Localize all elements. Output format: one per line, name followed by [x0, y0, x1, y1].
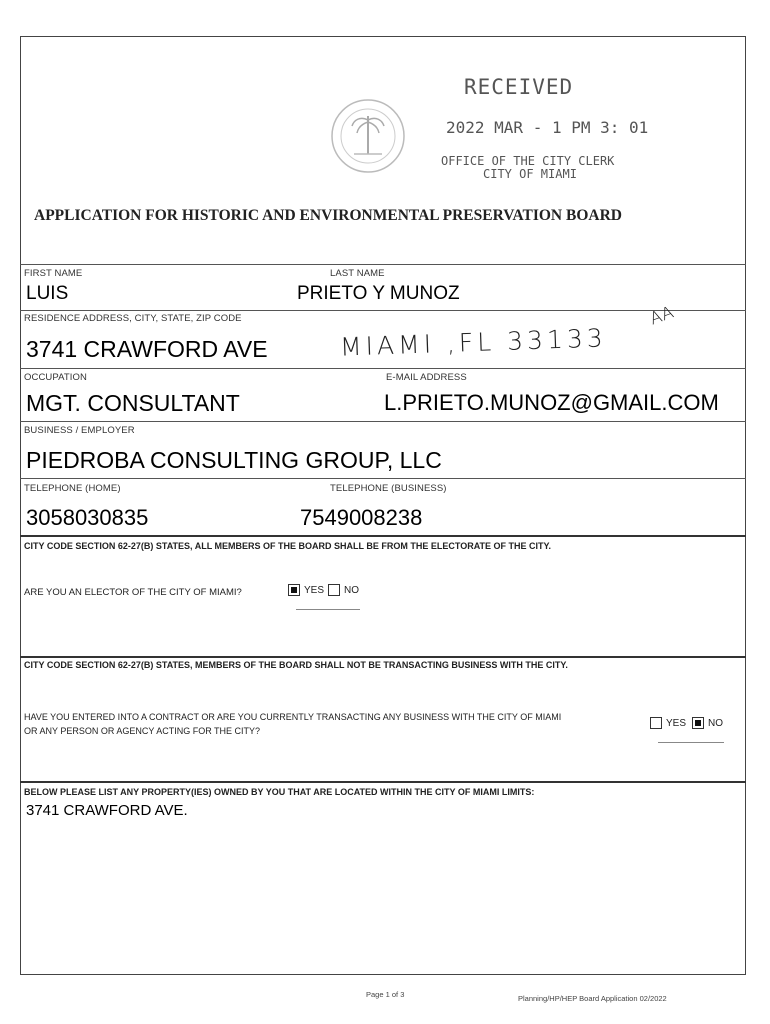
first-name-label: FIRST NAME — [24, 268, 83, 279]
stamp-office-line1: OFFICE OF THE CITY CLERK — [441, 154, 615, 168]
phone-home-value[interactable]: 3058030835 — [26, 505, 149, 530]
business-no-option[interactable] — [692, 717, 723, 729]
initials-handwritten: AA — [647, 302, 677, 330]
received-datetime: 2022 MAR - 1 PM 3: 01 — [446, 118, 649, 137]
phone-business-value[interactable]: 7549008238 — [300, 505, 423, 530]
last-name-label: LAST NAME — [330, 268, 385, 279]
stamp-office-line2: CITY OF MIAMI — [483, 167, 577, 181]
signature-line — [296, 609, 360, 610]
employer-label: BUSINESS / EMPLOYER — [24, 425, 135, 436]
business-yes-checkbox[interactable] — [650, 717, 662, 729]
business-no-checkbox[interactable] — [692, 717, 704, 729]
form-id: Planning/HP/HEP Board Application 02/2022 — [518, 994, 667, 1003]
phone-home-label: TELEPHONE (HOME) — [24, 483, 121, 494]
employer-value[interactable]: PIEDROBA CONSULTING GROUP, LLC — [26, 447, 442, 473]
section2-question-line1: HAVE YOU ENTERED INTO A CONTRACT OR ARE YOU CURRENTLY TRANSACTING ANY BUSINESS WITH THE CITY OF MIAMI — [24, 712, 562, 722]
city-seal-icon — [330, 98, 406, 174]
section1-heading: CITY CODE SECTION 62-27(B) STATES, ALL MEMBERS OF THE BOARD SHALL BE FROM THE ELECTORATE OF THE CITY. — [24, 541, 552, 551]
received-stamp: RECEIVED — [464, 75, 574, 99]
last-name-value[interactable]: PRIETO Y MUNOZ — [297, 283, 460, 304]
section3-heading: BELOW PLEASE LIST ANY PROPERTY(IES) OWNED BY YOU THAT ARE LOCATED WITHIN THE CITY OF MIAMI LIMITS: — [24, 787, 535, 797]
elector-yes-label: YES — [304, 584, 325, 596]
elector-yes-option[interactable] — [288, 584, 324, 596]
residence-value[interactable]: 3741 CRAWFORD AVE — [26, 336, 268, 362]
divider — [20, 421, 746, 422]
signature-line — [658, 742, 724, 743]
divider — [20, 781, 746, 783]
section1-question: ARE YOU AN ELECTOR OF THE CITY OF MIAMI? — [24, 587, 242, 598]
divider — [20, 264, 746, 265]
section2-question-line2: OR ANY PERSON OR AGENCY ACTING FOR THE CITY? — [24, 726, 261, 736]
business-yes-option[interactable] — [650, 717, 686, 729]
email-value[interactable]: L.PRIETO.MUNOZ@GMAIL.COM — [384, 390, 719, 415]
elector-no-label: NO — [344, 584, 359, 596]
divider — [20, 656, 746, 658]
phone-business-label: TELEPHONE (BUSINESS) — [330, 483, 447, 494]
elector-yes-checkbox[interactable] — [288, 584, 300, 596]
elector-no-checkbox[interactable] — [328, 584, 340, 596]
residence-handwritten: MIAMI ,FL 33133 — [339, 323, 608, 362]
occupation-label: OCCUPATION — [24, 372, 87, 383]
business-yes-label: YES — [666, 717, 687, 729]
form-title: APPLICATION FOR HISTORIC AND ENVIRONMENTAL PRESERVATION BOARD — [34, 207, 622, 224]
divider — [20, 535, 746, 537]
first-name-value[interactable]: LUIS — [26, 283, 69, 304]
divider — [20, 310, 746, 311]
occupation-value[interactable]: MGT. CONSULTANT — [26, 390, 240, 416]
section2-heading: CITY CODE SECTION 62-27(B) STATES, MEMBERS OF THE BOARD SHALL NOT BE TRANSACTING BUSINESS WITH THE CITY. — [24, 660, 568, 670]
residence-label: RESIDENCE ADDRESS, CITY, STATE, ZIP CODE — [24, 313, 242, 324]
divider — [20, 478, 746, 479]
page-number: Page 1 of 3 — [366, 990, 405, 999]
email-label: E-MAIL ADDRESS — [386, 372, 467, 383]
divider — [20, 368, 746, 369]
properties-value[interactable]: 3741 CRAWFORD AVE. — [26, 802, 188, 819]
elector-no-option[interactable] — [328, 584, 359, 596]
business-no-label: NO — [708, 717, 723, 729]
